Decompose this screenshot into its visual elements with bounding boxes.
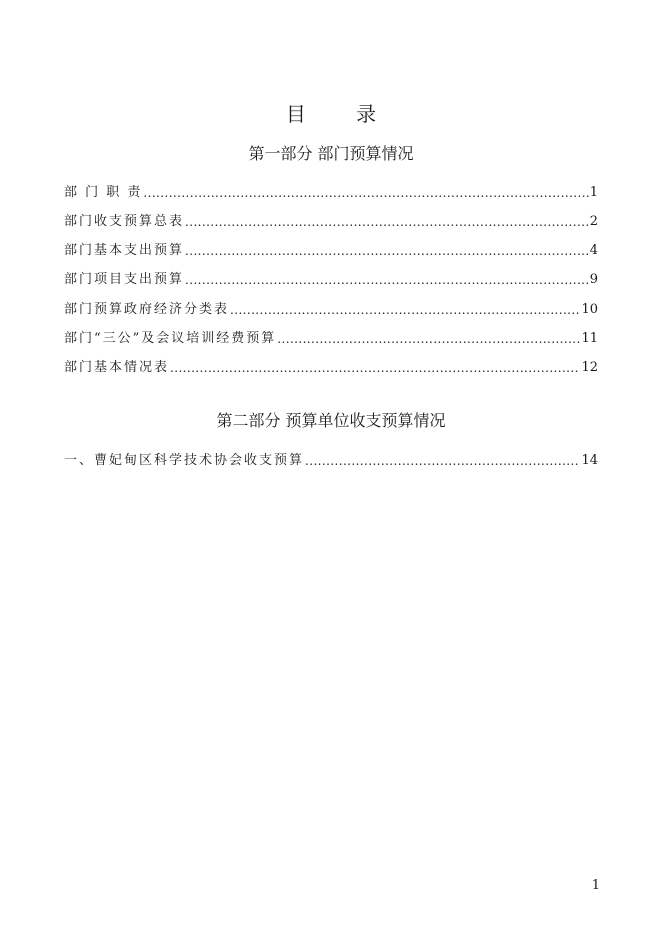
toc-entry[interactable] [64, 241, 598, 261]
toc-entry[interactable] [64, 270, 598, 290]
toc-entry-label: 部门基本情况表 [64, 360, 170, 375]
dot-leader [305, 451, 580, 471]
dot-leader [170, 358, 580, 378]
toc-entry[interactable] [64, 451, 598, 471]
dot-leader [230, 300, 580, 320]
toc-entry-label: 部门收支预算总表 [64, 214, 185, 229]
toc-entry-page: 12 [581, 360, 598, 375]
part2-heading: 第二部分 预算单位收支预算情况 [216, 411, 446, 430]
toc-entry-page: 14 [581, 453, 598, 468]
dot-leader [185, 270, 589, 290]
toc-entry-page: 9 [589, 272, 598, 287]
dot-leader [185, 212, 589, 232]
toc-entry-page: 2 [589, 214, 598, 229]
toc-entry-label: 部 门 职 责 [64, 185, 143, 200]
toc-entry-page: 11 [581, 331, 598, 346]
toc-title: 目 录 [285, 102, 399, 126]
toc-entry-page: 1 [589, 185, 598, 200]
part1-heading: 第一部分 部门预算情况 [248, 144, 414, 163]
toc-entry-label: 一、曹妃甸区科学技术协会收支预算 [64, 453, 305, 468]
toc-entry[interactable] [64, 300, 598, 320]
page-number: 1 [591, 878, 600, 893]
toc-entry[interactable] [64, 183, 598, 203]
toc-entry-label: 部门“三公”及会议培训经费预算 [64, 331, 277, 346]
toc-entry-page: 4 [589, 243, 598, 258]
toc-entry[interactable] [64, 329, 598, 349]
toc-entry[interactable] [64, 212, 598, 232]
dot-leader [185, 241, 589, 261]
dot-leader [143, 183, 588, 203]
toc-entry-label: 部门预算政府经济分类表 [64, 302, 230, 317]
dot-leader [277, 329, 580, 349]
toc-entry-page: 10 [581, 302, 598, 317]
toc-entry[interactable] [64, 358, 598, 378]
toc-entry-label: 部门基本支出预算 [64, 243, 185, 258]
toc-entry-label: 部门项目支出预算 [64, 272, 185, 287]
